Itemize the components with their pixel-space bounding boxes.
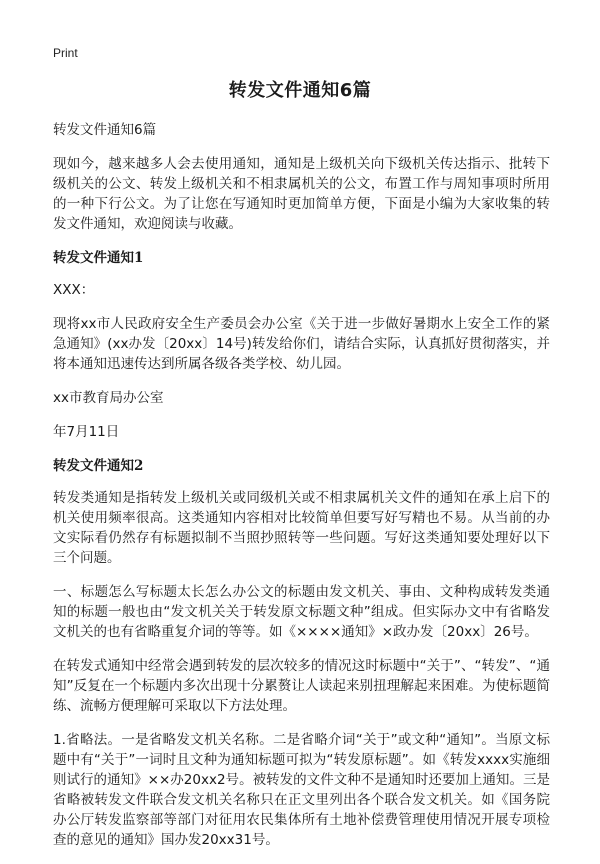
intro-paragraph: 现如今，越来越多人会去使用通知，通知是上级机关向下级机关传达指示、批转下级机关的公文、转发上级机关和不相隶属机关的公文，布置工作与周知事项时所用的一种下行公文。为了让您在写通知时更加简单方便，下面是小编为大家收集的转发文件通知，欢迎阅读与收藏。	[53, 156, 550, 232]
section-1-body: 现将xx市人民政府安全生产委员会办公室《关于进一步做好暑期水上安全工作的紧急通知》(xx办发〔20xx〕14号)转发给你们，请结合实际，认真抓好贯彻落实，并将本通知迅速传达到所属各级各类学校、幼儿园。	[53, 316, 550, 372]
document-subtitle: 转发文件通知6篇	[53, 122, 157, 138]
document-body	[53, 120, 550, 864]
section-1-sender: xx市教育局办公室	[53, 390, 164, 406]
section-2-heading: 转发文件通知2	[53, 458, 144, 474]
print-label[interactable]: Print	[53, 46, 78, 60]
section-1-date: 年7月11日	[53, 424, 120, 440]
section-1-salutation: XXX：	[53, 282, 95, 298]
section-2-paragraph-1: 转发类通知是指转发上级机关或同级机关或不相隶属机关文件的通知在承上启下的机关使用频率很高。这类通知内容相对比较简单但要写好写精也不易。从当前的办文实际看仍然存有标题拟制不当照抄照转等一些问题。写好这类通知要处理好以下三个问题。	[53, 490, 550, 566]
section-2-paragraph-2: 一、标题怎么写标题太长怎么办公文的标题由发文机关、事由、文种构成转发类通知的标题一般也由“发文机关关于转发原文标题文种”组成。但实际办文中有省略发文机关的也有省略重复介词的等等。如《××××通知》×政办发〔20xx〕26号。	[53, 584, 550, 640]
section-2-paragraph-3: 在转发式通知中经常会遇到转发的层次较多的情况这时标题中“关于”、“转发”、“通知”反复在一个标题内多次出现十分累赘让人读起来别扭理解起来困难。为使标题简练、流畅方便理解可采取以下方法处理。	[53, 658, 550, 714]
section-2-paragraph-4: 1.省略法。一是省略发文机关名称。二是省略介词“关于”或文种“通知”。当原文标题中有“关于”一词时且文种为通知标题可拟为“转发原标题”。如《转发xxxx实施细则试行的通知》××办20xx2号。被转发的文件文种不是通知时还要加上通知。三是省略被转发文件联合发文机关名称只在正文里列出各个联合发文机关。如《国务院办公厅转发监察部等部门对征用农民集体所有土地补偿费管理使用情况开展专项检查的意见的通知》国办发20xx31号。	[53, 732, 550, 848]
section-1-heading: 转发文件通知1	[53, 250, 144, 266]
page-title: 转发文件通知6篇	[228, 80, 372, 101]
